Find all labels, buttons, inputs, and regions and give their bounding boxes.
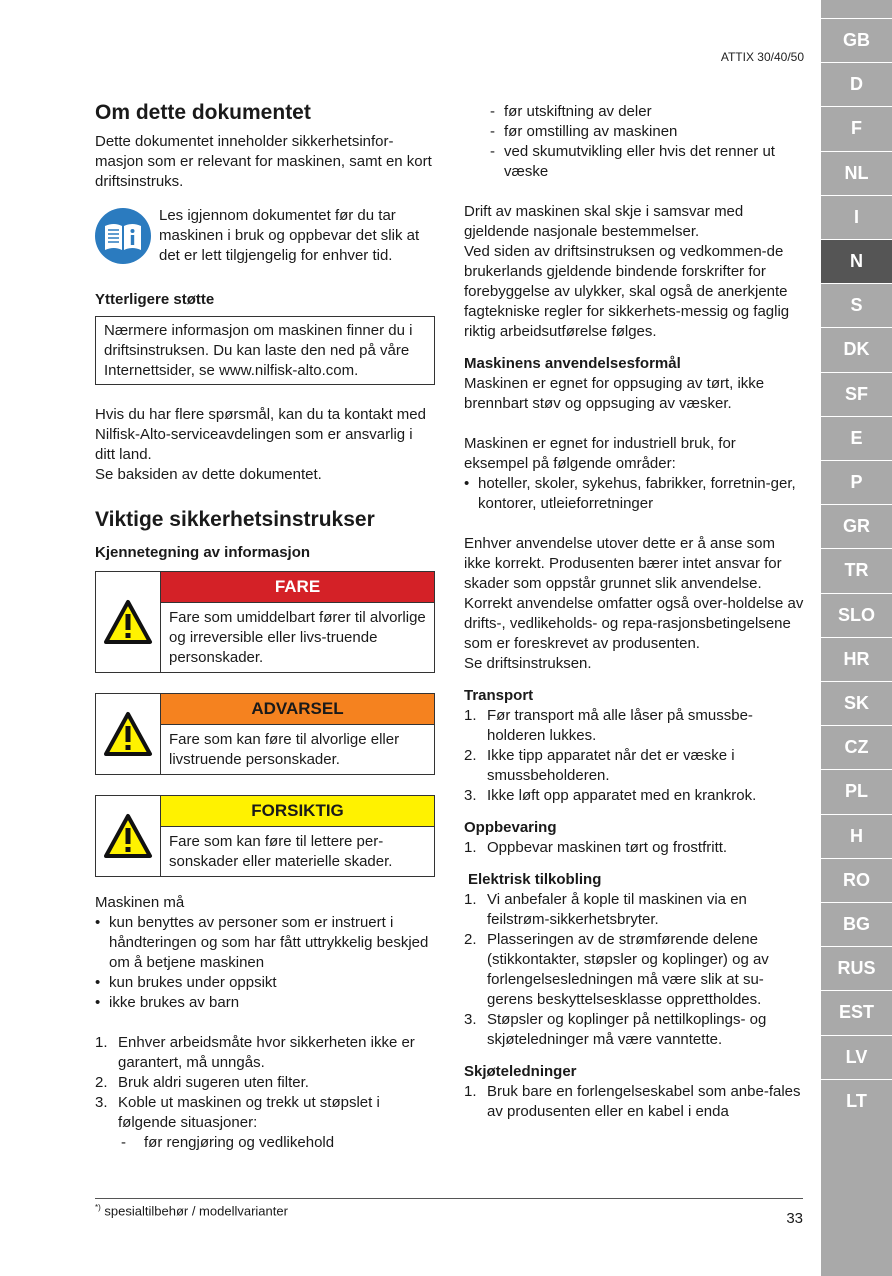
language-tab-rus[interactable]: RUS: [821, 946, 892, 990]
misuse-text-3: Se driftsinstruksen.: [464, 655, 592, 672]
warning-triangle-icon: [96, 694, 161, 774]
list-item: 3. Støpsler og koplinger på nettilkoplings- og skjøteledninger må være vanntette.: [464, 1011, 767, 1048]
storage-heading: Oppbevaring: [464, 819, 557, 836]
footnote-mark: *): [95, 1203, 101, 1212]
section-title-about: Om dette dokumentet: [95, 101, 311, 124]
support-heading: Ytterligere støtte: [95, 291, 215, 308]
language-tab-sk[interactable]: SK: [821, 681, 892, 725]
language-tab-s[interactable]: S: [821, 283, 892, 327]
list-item: 2. Ikke tipp apparatet når det er væske i smussbeholderen.: [464, 747, 735, 784]
language-tab-d[interactable]: D: [821, 62, 892, 106]
language-tab-bg[interactable]: BG: [821, 902, 892, 946]
model-header: ATTIX 30/40/50: [720, 50, 804, 64]
warning-triangle-icon: [96, 796, 161, 876]
left-column: [95, 100, 435, 1153]
section-title-safety: Viktige sikkerhetsinstrukser: [95, 508, 375, 531]
footer-divider: [95, 1198, 803, 1199]
purpose-heading: Maskinens anvendelsesformål: [464, 355, 681, 372]
unplug-situations-continued: [464, 102, 804, 182]
warning-triangle-icon: [96, 572, 161, 672]
machine-must-intro: Maskinen må: [95, 894, 185, 911]
language-tab-slo[interactable]: SLO: [821, 593, 892, 637]
list-item: 1. Enhver arbeidsmåte hvor sikkerheten ikke er garantert, må unngås.: [95, 1034, 415, 1071]
transport-list: [464, 706, 804, 806]
list-item: - ved skumutvikling eller hvis det renner ut væske: [490, 142, 804, 182]
language-tab-cz[interactable]: CZ: [821, 725, 892, 769]
hazard-box-advarsel: [95, 693, 435, 775]
language-tab-i[interactable]: I: [821, 195, 892, 239]
language-tab-gb[interactable]: GB: [821, 18, 892, 62]
storage-list: [464, 838, 804, 858]
read-manual-icon: [95, 208, 151, 264]
list-item: • hoteller, skoler, sykehus, fabrikker, forretnin-ger, kontorer, utleieforretninger: [464, 474, 804, 514]
list-item: 1. Bruk bare en forlengelseskabel som anbe-fales av produsenten eller en kabel i enda: [464, 1083, 801, 1120]
intro-text: Dette dokumentet inneholder sikkerhetsinfor-masjon som er relevant for maskinen, samt en kort driftsinstruks.: [95, 133, 432, 190]
hazard-text-advarsel: Fare som kan føre til alvorlige eller livstruende personskader.: [169, 731, 400, 768]
hazard-label-forsiktig: FORSIKTIG: [161, 796, 434, 827]
list-item: 2. Plasseringen av de strømførende delene (stikkontakter, støpsler og koplinger) og av forlengelsesledningen må være slik at su-gerens beskyttelsesklasse opprettholdes.: [464, 931, 769, 1008]
language-tab-tr[interactable]: TR: [821, 548, 892, 592]
support-infobox: Nærmere informasjon om maskinen finner du i driftsinstruksen. Du kan laste den ned på våre Internettsider, se www.nilfisk-alto.com.: [95, 316, 435, 385]
list-item: - før utskiftning av deler: [490, 102, 804, 122]
safety-steps-list: [95, 1033, 435, 1153]
electric-heading: Elektrisk tilkobling: [468, 871, 602, 888]
language-tab-sf[interactable]: SF: [821, 372, 892, 416]
electric-list: [464, 890, 804, 1050]
operation-text-1: Drift av maskinen skal skje i samsvar med gjeldende nasjonale bestemmelser.: [464, 203, 744, 240]
language-tab-h[interactable]: H: [821, 814, 892, 858]
language-tab-n[interactable]: N: [821, 239, 892, 283]
contact-text: Hvis du har flere spørsmål, kan du ta kontakt med Nilfisk-Alto-serviceavdelingen som er ansvarlig i ditt land.: [95, 406, 426, 463]
operation-text-2: Ved siden av driftsinstruksen og vedkommen-de brukerlands gjeldende bindende forskrifter for forebyggelse av ulykker, skal også de anerkjente fagtekniske regler for sikkerhets-messig og faglig riktig arbeidsutførelse følges.: [464, 243, 790, 340]
list-item: - før omstilling av maskinen: [490, 122, 804, 142]
marking-heading: Kjennetegning av informasjon: [95, 544, 311, 561]
language-tab-p[interactable]: P: [821, 460, 892, 504]
list-item: 1. Oppbevar maskinen tørt og frostfritt.: [464, 839, 728, 856]
list-item: • kun benyttes av personer som er instruert i håndteringen og som har fått uttrykkelig beskjed om å betjene maskinen: [95, 913, 435, 973]
transport-heading: Transport: [464, 687, 534, 704]
language-tab-nl[interactable]: NL: [821, 151, 892, 195]
list-item: • kun brukes under oppsikt: [95, 973, 435, 993]
language-tab-gr[interactable]: GR: [821, 504, 892, 548]
language-tab-dk[interactable]: DK: [821, 327, 892, 371]
hazard-text-forsiktig: Fare som kan føre til lettere per-sonskader eller materielle skader.: [169, 833, 393, 870]
footnote: [95, 1203, 288, 1218]
list-item: 3. Ikke løft opp apparatet med en krankrok.: [464, 787, 757, 804]
misuse-text-2: Korrekt anvendelse omfatter også over-holdelse av drifts-, vedlikeholds- og repa-rasjonsbetingelsene som er foreskrevet av produsenten.: [464, 595, 804, 652]
language-tab-e[interactable]: E: [821, 416, 892, 460]
list-item: 3. Koble ut maskinen og trekk ut støpslet i følgende situasjoner: - før rengjøring og vedlikehold: [95, 1093, 435, 1153]
hazard-text-fare: Fare som umiddelbart fører til alvorlige og irreversible eller livs-truende personskader.: [169, 609, 426, 666]
page-number: 33: [786, 1210, 803, 1227]
cable-list: [464, 1082, 804, 1122]
hazard-box-fare: [95, 571, 435, 673]
hazard-label-fare: FARE: [161, 572, 434, 603]
language-tab-lt[interactable]: LT: [821, 1079, 892, 1123]
hazard-label-advarsel: ADVARSEL: [161, 694, 434, 725]
language-tab-est[interactable]: EST: [821, 990, 892, 1034]
list-item: 2. Bruk aldri sugeren uten filter.: [95, 1074, 309, 1091]
language-sidebar: [821, 0, 892, 1276]
footnote-text: spesialtilbehør / modellvarianter: [104, 1203, 288, 1219]
language-tab-hr[interactable]: HR: [821, 637, 892, 681]
language-tab-ro[interactable]: RO: [821, 858, 892, 902]
right-column: [464, 102, 804, 1122]
machine-must-list: [95, 913, 435, 1013]
language-tab-f[interactable]: F: [821, 106, 892, 150]
cable-heading: Skjøteledninger: [464, 1063, 577, 1080]
list-item: 1. Før transport må alle låser på smussbe-holderen lukkes.: [464, 707, 753, 744]
hazard-box-forsiktig: [95, 795, 435, 877]
list-item: 1. Vi anbefaler å kople til maskinen via en feilstrøm-sikkerhetsbryter.: [464, 891, 747, 928]
read-manual-text: Les igjennom dokumentet før du tar maskinen i bruk og oppbevar det slik at det er lett tilgjengelig for enhver tid.: [159, 207, 420, 264]
list-item: • ikke brukes av barn: [95, 993, 435, 1013]
misuse-text-1: Enhver anvendelse utover dette er å anse som ikke korrekt. Produsenten bærer intet ansvar for skader som oppstår grunnet slik anvendelse.: [464, 535, 782, 592]
purpose-text-1: Maskinen er egnet for oppsuging av tørt, ikke brennbart støv og oppsuging av væsker.: [464, 375, 765, 412]
contact-see-back: Se baksiden av dette dokumentet.: [95, 466, 322, 483]
list-item: - før rengjøring og vedlikehold: [121, 1133, 435, 1153]
purpose-list: [464, 474, 804, 514]
read-manual-notice: [95, 206, 435, 276]
language-tab-pl[interactable]: PL: [821, 769, 892, 813]
language-tab-lv[interactable]: LV: [821, 1035, 892, 1079]
unplug-situations-list: [118, 1133, 435, 1153]
purpose-text-2: Maskinen er egnet for industriell bruk, for eksempel på følgende områder:: [464, 435, 736, 472]
